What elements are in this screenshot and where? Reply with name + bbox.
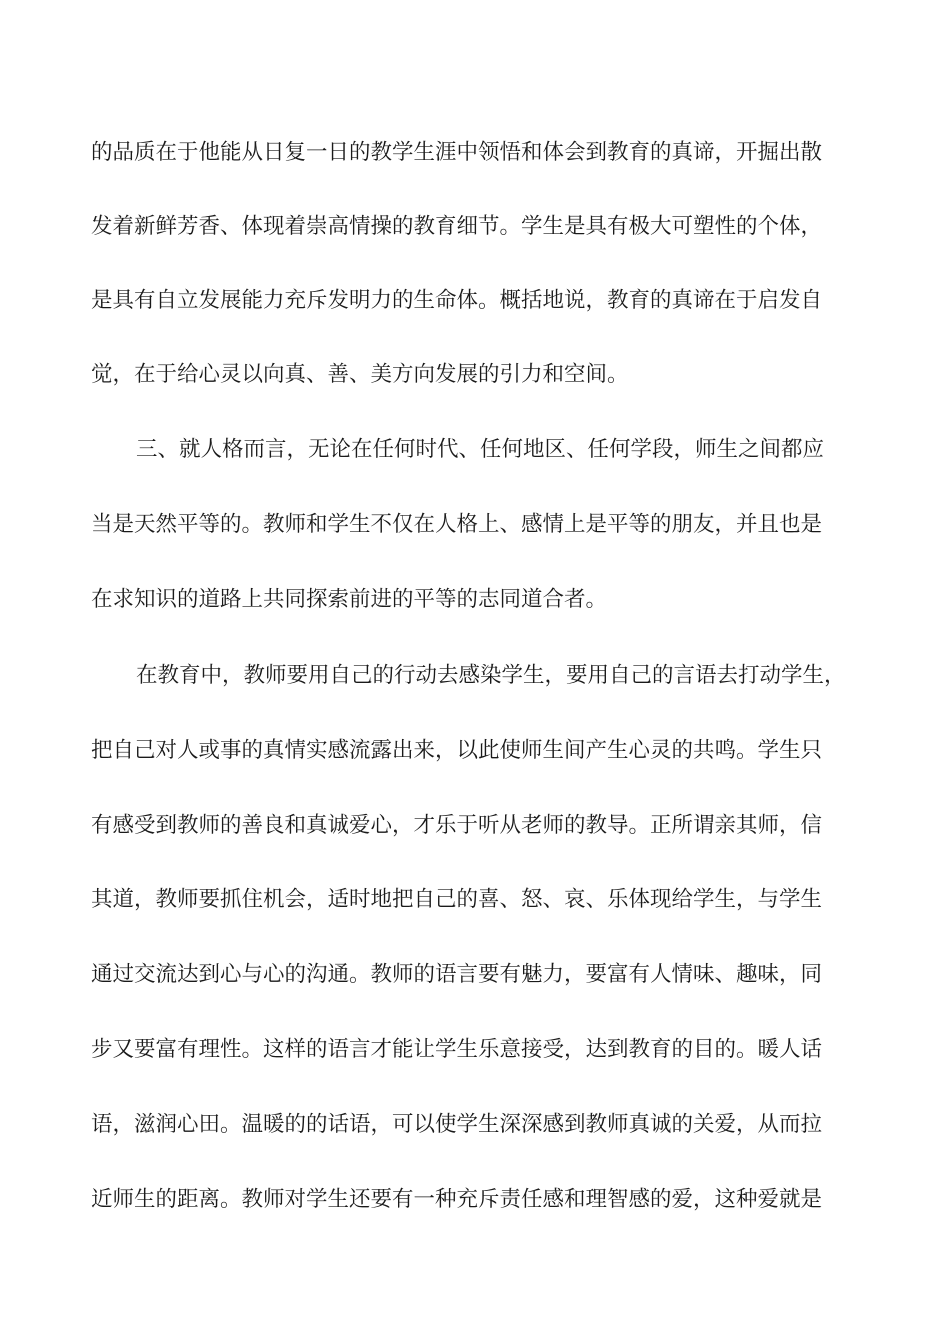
text-line: 其道，教师要抓住机会，适时地把自己的喜、怒、哀、乐体现给学生，与学生: [91, 887, 823, 912]
paragraph-start-line: 三、就人格而言，无论在任何时代、任何地区、任何学段，师生之间都应: [136, 437, 825, 462]
text-line: 通过交流达到心与心的沟通。教师的语言要有魅力，要富有人情味、趣味，同: [91, 962, 823, 987]
text-line: 的品质在于他能从日复一日的教学生涯中领悟和体会到教育的真谛，开掘出散: [91, 140, 823, 165]
text-line: 语，滋润心田。温暖的的话语，可以使学生深深感到教师真诚的关爱，从而拉: [91, 1112, 823, 1137]
text-line: 有感受到教师的善良和真诚爱心，才乐于听从老师的教导。正所谓亲其师，信: [91, 813, 823, 838]
text-line: 步又要富有理性。这样的语言才能让学生乐意接受，达到教育的目的。暖人话: [91, 1037, 823, 1062]
text-line: 觉，在于给心灵以向真、善、美方向发展的引力和空间。: [91, 362, 629, 387]
text-line: 是具有自立发展能力充斥发明力的生命体。概括地说，教育的真谛在于启发自: [91, 288, 823, 313]
text-line: 当是天然平等的。教师和学生不仅在人格上、感情上是平等的朋友，并且也是: [91, 512, 823, 537]
text-line: 发着新鲜芳香、体现着崇高情操的教育细节。学生是具有极大可塑性的个体，: [91, 214, 823, 239]
text-line: 在求知识的道路上共同探索前进的平等的志同道合者。: [91, 587, 608, 612]
text-line: 近师生的距离。教师对学生还要有一种充斥责任感和理智感的爱，这种爱就是: [91, 1187, 823, 1212]
paragraph-start-line: 在教育中，教师要用自己的行动去感染学生，要用自己的言语去打动学生，: [136, 663, 846, 688]
text-line: 把自己对人或事的真情实感流露出来，以此使师生间产生心灵的共鸣。学生只: [91, 738, 823, 763]
